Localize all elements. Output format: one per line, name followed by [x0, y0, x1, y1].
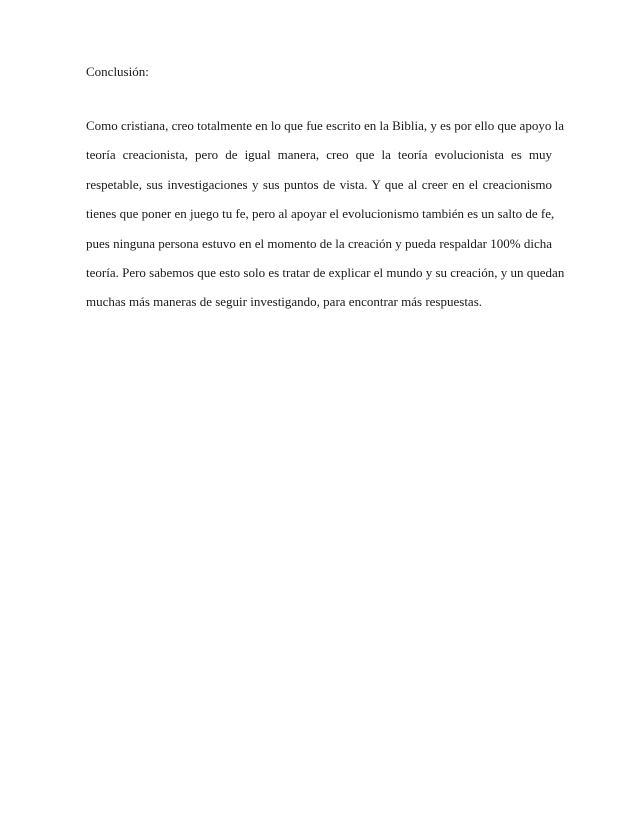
conclusion-paragraph	[86, 111, 565, 317]
paragraph-line-1: Como cristiana, creo totalmente en lo que fue escrito en la Biblia, y es por ello que apoyo la	[86, 118, 564, 133]
paragraph-line-7: muchas más maneras de seguir investigando, para encontrar más respuestas.	[86, 294, 483, 310]
paragraph-line-2: teoría creacionista, pero de igual manera, creo que la teoría evolucionista es muy	[86, 147, 552, 163]
paragraph-line-5: pues ninguna persona estuvo en el momento de la creación y pueda respaldar 100% dicha	[86, 235, 552, 251]
paragraph-line-3: respetable, sus investigaciones y sus puntos de vista. Y que al creer en el creacionismo	[86, 176, 552, 192]
paragraph-line-4: tienes que poner en juego tu fe, pero al apoyar el evolucionismo también es un salto de fe,	[86, 206, 555, 222]
paragraph-line-6: teoría. Pero sabemos que esto solo es tratar de explicar el mundo y su creación, y un quedan	[86, 264, 565, 280]
conclusion-heading: Conclusión:	[86, 64, 149, 79]
